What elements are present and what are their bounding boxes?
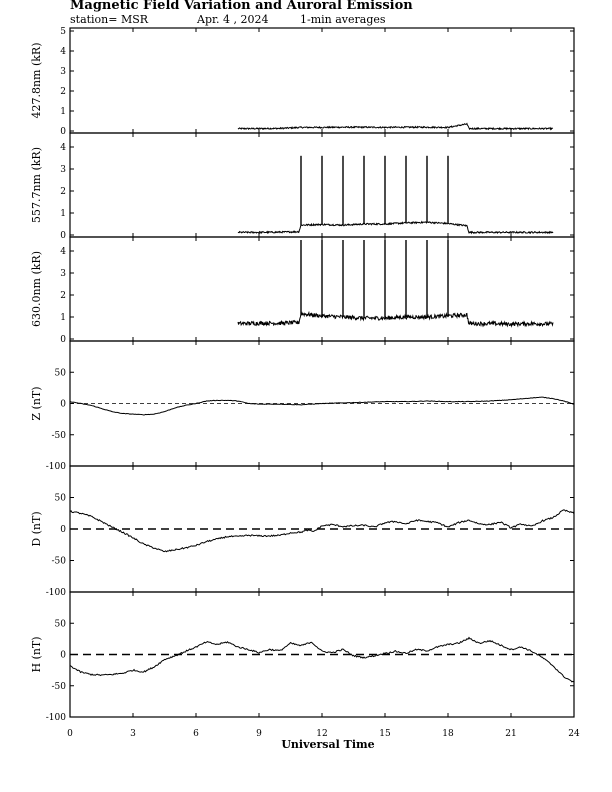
y-tick-label: -100 — [45, 462, 66, 472]
y-tick-label: 0 — [60, 231, 66, 241]
panel-6 — [30, 592, 574, 723]
y-tick-label: 2 — [60, 87, 66, 97]
chart-title: Magnetic Field Variation and Auroral Emission — [70, 0, 413, 13]
y-tick-label: -50 — [51, 430, 66, 441]
y-tick-label: 2 — [60, 291, 66, 301]
x-tick-label: 18 — [442, 729, 454, 739]
x-tick-label: 9 — [256, 729, 262, 739]
panel-2 — [30, 133, 574, 241]
y-tick-label: -100 — [45, 713, 66, 723]
y-tick-label: 1 — [60, 107, 66, 117]
series-line — [70, 510, 574, 552]
y-tick-label: 50 — [54, 368, 66, 379]
y-tick-label: 3 — [60, 269, 66, 279]
y-tick-label: 4 — [60, 143, 66, 153]
y-axis-label: 427.8nm (kR) — [30, 42, 43, 119]
y-tick-label: 2 — [60, 187, 66, 197]
y-tick-label: 0 — [60, 399, 66, 410]
x-tick-label: 3 — [130, 729, 136, 739]
y-axis-label: H (nT) — [30, 636, 43, 673]
y-tick-label: 3 — [60, 67, 66, 77]
y-tick-label: 0 — [60, 525, 66, 535]
panel-3 — [30, 237, 574, 345]
y-tick-label: 1 — [60, 313, 66, 323]
y-axis-label: Z (nT) — [30, 386, 43, 421]
y-axis-label: D (nT) — [30, 511, 43, 547]
y-tick-label: 1 — [60, 209, 66, 219]
series-line — [70, 638, 574, 682]
panel-4 — [30, 341, 574, 472]
date-label: Apr. 4 , 2024 — [197, 13, 269, 26]
panels — [30, 27, 574, 723]
x-tick-label: 24 — [568, 729, 580, 739]
panel-1 — [30, 27, 574, 137]
series-line — [238, 124, 553, 130]
x-tick-label: 15 — [379, 729, 391, 739]
y-axis-label: 557.7nm (kR) — [30, 146, 43, 224]
panel-frame — [70, 28, 574, 133]
station-label: station= MSR — [70, 13, 149, 26]
panel-5 — [30, 466, 574, 598]
y-tick-label: 50 — [54, 493, 66, 504]
averages-label: 1-min averages — [300, 13, 386, 26]
x-axis-label: Universal Time — [281, 738, 375, 751]
x-tick-label: 12 — [316, 729, 328, 739]
y-tick-label: 0 — [60, 127, 66, 137]
y-tick-label: 3 — [60, 165, 66, 175]
y-tick-label: 50 — [54, 619, 66, 630]
series-line — [238, 222, 553, 233]
y-tick-label: 4 — [60, 247, 66, 257]
y-axis-label: 630.0nm (kR) — [30, 250, 43, 328]
x-tick-label: 6 — [193, 729, 199, 739]
series-line — [238, 313, 553, 326]
x-tick-label: 21 — [505, 729, 517, 739]
y-tick-label: 0 — [60, 335, 66, 345]
y-tick-label: 4 — [60, 47, 66, 57]
series-line — [70, 397, 574, 415]
y-tick-label: -50 — [51, 556, 66, 567]
y-tick-label: -100 — [45, 588, 66, 598]
x-tick-label: 0 — [67, 729, 73, 739]
y-tick-label: 5 — [60, 27, 66, 37]
y-tick-label: -50 — [51, 681, 66, 692]
y-tick-label: 0 — [60, 650, 66, 661]
